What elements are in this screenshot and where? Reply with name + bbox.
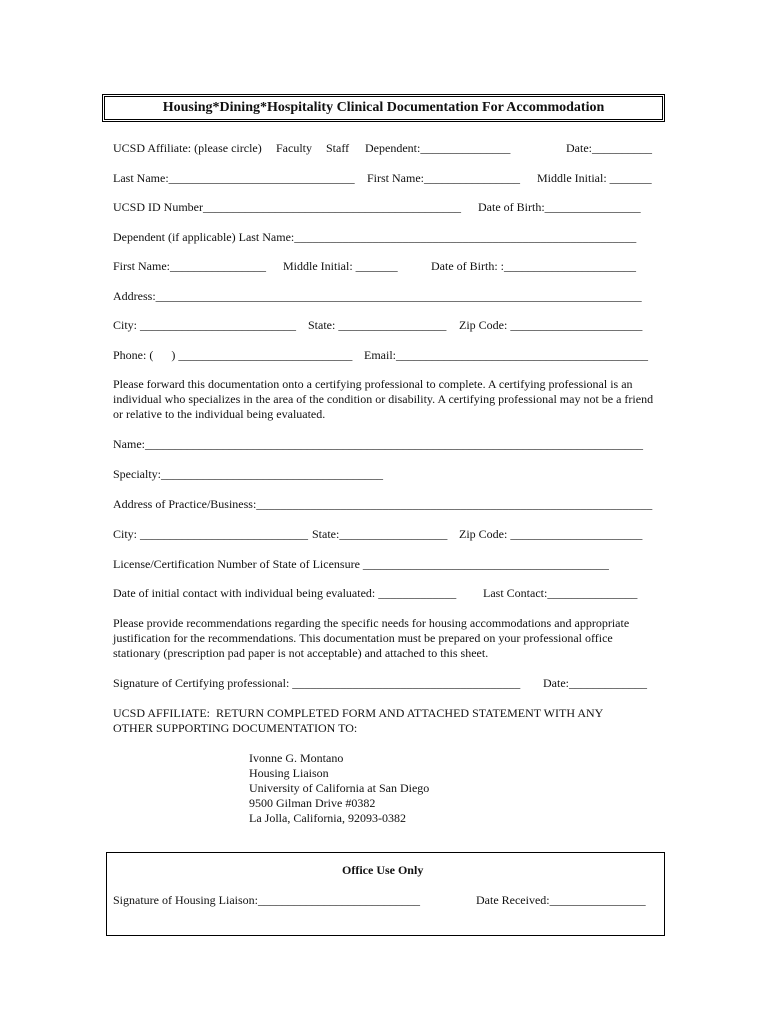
dependent-field[interactable]: Dependent:_______________ [365,141,511,155]
last-name-field[interactable]: Last Name:_______________________________ [113,171,355,185]
dependent-last-name-field[interactable]: Dependent (if applicable) Last Name:_________________________________________________________ [113,230,637,244]
dependent-first-name-field[interactable]: First Name:________________ [113,259,266,273]
certifying-signature-field[interactable]: Signature of Certifying professional: ______________________________________ [113,676,521,690]
mailing-address-name: Ivonne G. Montano [249,751,344,765]
affiliate-staff-option[interactable]: Staff [326,141,350,155]
housing-liaison-signature-field[interactable]: Signature of Housing Liaison:___________________________ [113,893,420,907]
initial-contact-date-field[interactable]: Date of initial contact with individual being evaluated: _____________ [113,586,457,600]
mailing-address-city: La Jolla, California, 92093-0382 [249,811,406,825]
specialty-field[interactable]: Specialty:_____________________________________ [113,467,383,481]
email-field[interactable]: Email:__________________________________________ [364,348,648,362]
practice-zip-code-field[interactable]: Zip Code: ______________________ [459,527,643,541]
mailing-address-institution: University of California at San Diego [249,781,430,795]
return-instructions-line-1: UCSD AFFILIATE: RETURN COMPLETED FORM AND ATTACHED STATEMENT WITH ANY [113,706,604,720]
date-of-birth-field[interactable]: Date of Birth:________________ [478,200,641,214]
zip-code-field[interactable]: Zip Code: ______________________ [459,318,643,332]
signature-date-field[interactable]: Date:_____________ [543,676,647,690]
form-title-box [102,94,665,122]
recommendations-paragraph: Please provide recommendations regarding the specific needs for housing accommodations and appropriate justification for the recommendations. This documentation must be prepared on your professional office stationary (prescription pad paper is not acceptable) and attached to this sheet. [113,616,630,660]
practice-state-field[interactable]: State:__________________ [312,527,448,541]
state-field[interactable]: State: __________________ [308,318,447,332]
professional-name-field[interactable]: Name:___________________________________________________________________________________ [113,437,643,451]
ucsd-id-field[interactable]: UCSD ID Number___________________________________________ [113,200,461,214]
first-name-field[interactable]: First Name:________________ [367,171,520,185]
date-received-field[interactable]: Date Received:________________ [476,893,646,907]
middle-initial-field[interactable]: Middle Initial: _______ [537,171,652,185]
dependent-date-of-birth-field[interactable]: Date of Birth: :______________________ [431,259,636,273]
mailing-address-title: Housing Liaison [249,766,329,780]
dependent-middle-initial-field[interactable]: Middle Initial: _______ [283,259,398,273]
last-contact-field[interactable]: Last Contact:_______________ [483,586,638,600]
return-instructions-line-2: OTHER SUPPORTING DOCUMENTATION TO: [113,721,358,735]
affiliate-faculty-option[interactable]: Faculty [276,141,312,155]
practice-city-field[interactable]: City: ____________________________ [113,527,309,541]
date-field[interactable]: Date:__________ [566,141,652,155]
address-field[interactable]: Address:_________________________________________________________________________________ [113,289,642,303]
form-title: Housing*Dining*Hospitality Clinical Documentation For Accommodation [162,100,605,115]
office-use-heading: Office Use Only [342,863,424,877]
mailing-address-street: 9500 Gilman Drive #0382 [249,796,376,810]
city-field[interactable]: City: __________________________ [113,318,297,332]
instructions-paragraph: Please forward this documentation onto a certifying professional to complete. A certifying professional is an individual who specializes in the area of the condition or disability. A certifying professional may not be a friend or relative to the individual being evaluated. [113,377,654,421]
practice-address-field[interactable]: Address of Practice/Business:__________________________________________________________________ [113,497,653,511]
license-number-field[interactable]: License/Certification Number of State of Licensure _________________________________________ [113,557,609,571]
phone-field[interactable]: Phone: ( ) _____________________________ [113,348,353,362]
affiliate-label: UCSD Affiliate: (please circle) [113,141,262,155]
